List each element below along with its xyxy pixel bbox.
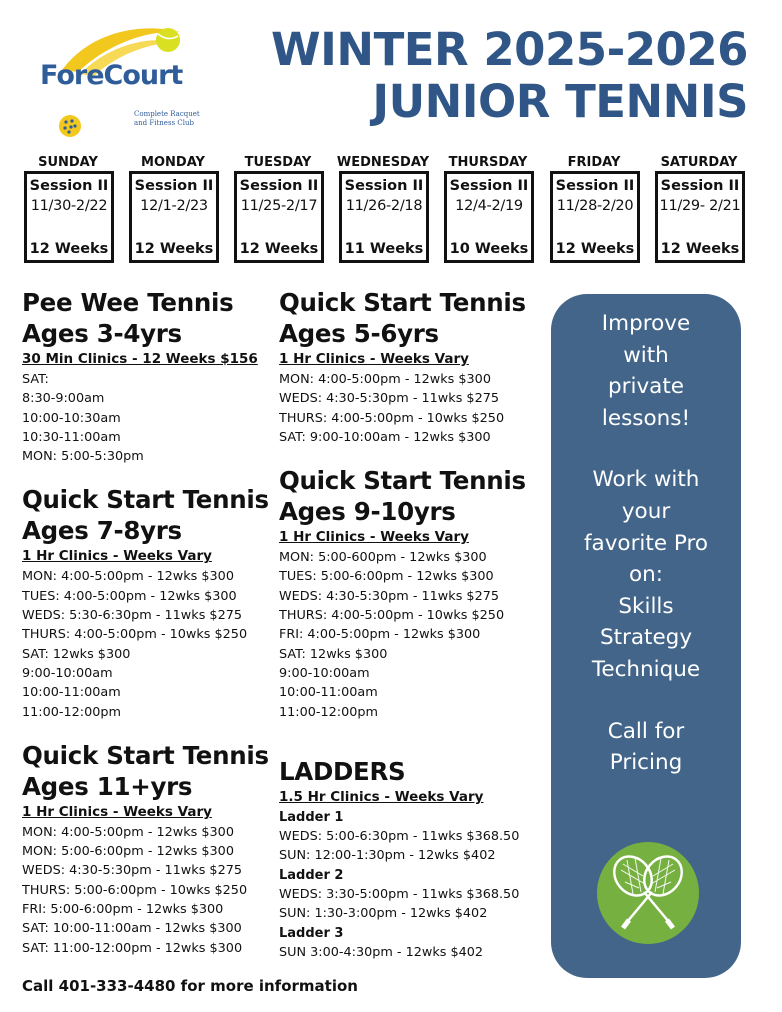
session-weeks: 10 Weeks xyxy=(449,241,529,257)
day-name: SUNDAY xyxy=(38,155,98,170)
session-box xyxy=(550,171,640,263)
session-dates: 11/26-2/18 xyxy=(345,198,423,214)
session-label: Session II xyxy=(344,178,424,194)
schedule-line: THURS: 4:00-5:00pm - 10wks $250 xyxy=(279,608,505,624)
schedule-line: TUES: 4:00-5:00pm - 12wks $300 xyxy=(22,588,237,604)
session-label: Session II xyxy=(134,178,214,194)
left-column xyxy=(22,287,277,976)
schedule-line: WEDS: 5:00-6:30pm - 11wks $368.50 xyxy=(279,829,520,845)
session-thursday xyxy=(440,155,536,263)
session-box xyxy=(655,171,745,263)
program-ages: Ages 7-8yrs xyxy=(22,516,182,546)
program-ages: Ages 3-4yrs xyxy=(22,319,182,348)
logo-tagline xyxy=(134,110,214,128)
schedule-line: THURS: 4:00-5:00pm - 10wks $250 xyxy=(279,410,505,426)
schedule-line: 11:00-12:00pm xyxy=(279,704,378,720)
program-ages: Ages 9-10yrs xyxy=(279,497,456,527)
day-name: TUESDAY xyxy=(244,155,312,170)
session-dates: 12/1-2/23 xyxy=(140,198,208,214)
private-lessons-panel xyxy=(551,294,741,978)
schedule-line: MON: 4:00-5:00pm - 12wks $300 xyxy=(22,824,234,840)
schedule-line: MON: 4:00-5:00pm - 12wks $300 xyxy=(279,372,491,387)
page-title xyxy=(271,24,748,128)
ladder-label: Ladder 1 xyxy=(279,809,344,825)
title-line-2: JUNIOR TENNIS xyxy=(372,75,748,128)
session-label: Session II xyxy=(239,178,319,194)
schedule-line: SAT: 9:00-10:00am - 12wks $300 xyxy=(279,429,491,445)
sidebar-line: your xyxy=(621,498,671,524)
schedule-line: SAT: 12wks $300 xyxy=(279,646,388,662)
schedule-line: MON: 5:00-6:00pm - 12wks $300 xyxy=(22,844,234,860)
schedule-line: 10:00-10:30am xyxy=(22,410,121,426)
crossed-tennis-rackets-icon xyxy=(597,842,699,944)
sidebar-line: private xyxy=(607,374,685,400)
schedule-line: WEDS: 4:30-5:30pm - 11wks $275 xyxy=(279,391,499,407)
title-line-1: WINTER 2025-2026 xyxy=(271,23,748,76)
session-box xyxy=(129,171,219,263)
session-friday xyxy=(546,155,642,263)
schedule-line: SAT: 11:00-12:00pm - 12wks $300 xyxy=(22,940,243,956)
session-label: Session II xyxy=(29,178,109,194)
logo-tagline-2: and Fitness Club xyxy=(134,119,194,127)
schedule-line: MON: 5:00-5:30pm xyxy=(22,449,144,465)
schedule-line: WEDS: 4:30-5:30pm - 11wks $275 xyxy=(279,588,499,604)
program-title: LADDERS xyxy=(279,756,406,786)
day-name: SATURDAY xyxy=(660,155,738,170)
session-weeks: 12 Weeks xyxy=(29,241,109,257)
program-ladders xyxy=(279,756,544,962)
day-name: WEDNESDAY xyxy=(336,155,430,170)
session-calendar xyxy=(20,155,755,267)
session-weeks: 12 Weeks xyxy=(134,241,214,257)
program-subtitle: 1 Hr Clinics - Weeks Vary xyxy=(22,548,212,565)
session-box xyxy=(234,171,324,263)
session-dates: 11/28-2/20 xyxy=(556,198,634,214)
session-dates: 11/30-2/22 xyxy=(30,198,108,214)
session-weeks: 12 Weeks xyxy=(555,241,635,257)
schedule-line: MON: 4:00-5:00pm - 12wks $300 xyxy=(22,569,234,585)
program-quickstart-7-8 xyxy=(22,484,277,721)
schedule-line: SAT: 12wks $300 xyxy=(22,646,131,662)
schedule-line: MON: 5:00-600pm - 12wks $300 xyxy=(279,550,487,566)
session-weeks: 12 Weeks xyxy=(239,241,319,257)
sidebar-line: Work with xyxy=(592,467,700,493)
session-dates: 11/29- 2/21 xyxy=(659,198,741,214)
program-title: Quick Start Tennis xyxy=(279,466,526,496)
session-label: Session II xyxy=(449,178,529,194)
day-name: MONDAY xyxy=(141,155,205,170)
program-subtitle: 1 Hr Clinics - Weeks Vary xyxy=(279,529,469,546)
session-saturday xyxy=(651,155,747,263)
program-quickstart-11plus xyxy=(22,740,277,958)
session-weeks: 12 Weeks xyxy=(660,241,740,257)
sidebar-line: on: xyxy=(628,562,664,588)
sidebar-line: Pricing xyxy=(609,750,683,776)
footer-contact: Call 401-333-4480 for more information xyxy=(22,977,358,995)
ladder-label: Ladder 3 xyxy=(279,925,344,941)
program-quickstart-9-10 xyxy=(279,465,544,722)
session-dates: 11/25-2/17 xyxy=(240,198,318,214)
session-box xyxy=(339,171,429,263)
schedule-line: THURS: 4:00-5:00pm - 10wks $250 xyxy=(22,627,248,643)
program-subtitle: 1 Hr Clinics - Weeks Vary xyxy=(279,351,469,367)
schedule-line: TUES: 5:00-6:00pm - 12wks $300 xyxy=(279,569,494,585)
program-subtitle: 30 Min Clinics - 12 Weeks $156 xyxy=(22,351,258,367)
schedule-line: 10:00-11:00am xyxy=(279,685,378,701)
sidebar-line: favorite Pro xyxy=(583,530,709,556)
day-name: THURSDAY xyxy=(448,155,528,170)
schedule-line: WEDS: 5:30-6:30pm - 11wks $275 xyxy=(22,608,242,624)
schedule-line: THURS: 5:00-6:00pm - 10wks $250 xyxy=(22,882,248,898)
sidebar-line: Technique xyxy=(591,656,701,682)
schedule-line: SUN: 1:30-3:00pm - 12wks $402 xyxy=(279,906,488,922)
ladder-label: Ladder 2 xyxy=(279,867,344,883)
logo-brand: ForeCourt xyxy=(40,60,183,91)
forecourt-logo xyxy=(34,22,204,132)
program-title: Pee Wee Tennis xyxy=(22,288,234,317)
session-monday xyxy=(125,155,221,263)
schedule-line: WEDS: 3:30-5:00pm - 11wks $368.50 xyxy=(279,887,520,903)
schedule-line: WEDS: 4:30-5:30pm - 11wks $275 xyxy=(22,863,242,879)
schedule-line: FRI: 5:00-6:00pm - 12wks $300 xyxy=(22,902,224,918)
schedule-line: 8:30-9:00am xyxy=(22,391,105,407)
schedule-line: SUN 3:00-4:30pm - 12wks $402 xyxy=(279,944,484,960)
sidebar-line: Strategy xyxy=(599,625,693,651)
schedule-line: 10:30-11:00am xyxy=(22,429,121,445)
program-subtitle: 1 Hr Clinics - Weeks Vary xyxy=(22,803,212,820)
session-label: Session II xyxy=(660,178,740,194)
sidebar-line: Skills xyxy=(618,593,674,619)
program-ages: Ages 5-6yrs xyxy=(279,319,439,348)
session-wednesday xyxy=(335,155,431,263)
schedule-line: 9:00-10:00am xyxy=(279,665,370,681)
pickleball-icon xyxy=(58,114,82,138)
schedule-line: 10:00-11:00am xyxy=(22,685,121,701)
day-name: FRIDAY xyxy=(567,155,621,170)
session-sunday xyxy=(20,155,116,263)
logo-tagline-1: Complete Racquet xyxy=(134,110,200,118)
program-peewee xyxy=(22,287,277,466)
schedule-line: 9:00-10:00am xyxy=(22,665,113,681)
schedule-line: SAT: xyxy=(22,372,49,387)
schedule-line: SUN: 12:00-1:30pm - 12wks $402 xyxy=(279,848,496,864)
session-dates: 12/4-2/19 xyxy=(455,198,523,214)
schedule-line: FRI: 4:00-5:00pm - 12wks $300 xyxy=(279,627,481,643)
session-weeks: 11 Weeks xyxy=(344,241,424,257)
session-label: Session II xyxy=(555,178,635,194)
program-title: Quick Start Tennis xyxy=(22,485,269,515)
schedule-line: SAT: 10:00-11:00am - 12wks $300 xyxy=(22,921,242,937)
session-tuesday xyxy=(230,155,326,263)
program-title: Quick Start Tennis xyxy=(22,740,269,770)
sidebar-line: Call for xyxy=(607,718,685,744)
sidebar-line: Improve xyxy=(601,311,691,336)
program-quickstart-5-6 xyxy=(279,287,544,447)
session-box xyxy=(24,171,114,263)
sidebar-line: with xyxy=(623,342,669,368)
program-subtitle: 1.5 Hr Clinics - Weeks Vary xyxy=(279,788,484,805)
middle-column xyxy=(279,287,544,980)
sidebar-line: lessons! xyxy=(601,405,691,431)
program-ages: Ages 11+yrs xyxy=(22,771,193,801)
session-box xyxy=(444,171,534,263)
program-title: Quick Start Tennis xyxy=(279,288,526,317)
schedule-line: 11:00-12:00pm xyxy=(22,704,121,720)
